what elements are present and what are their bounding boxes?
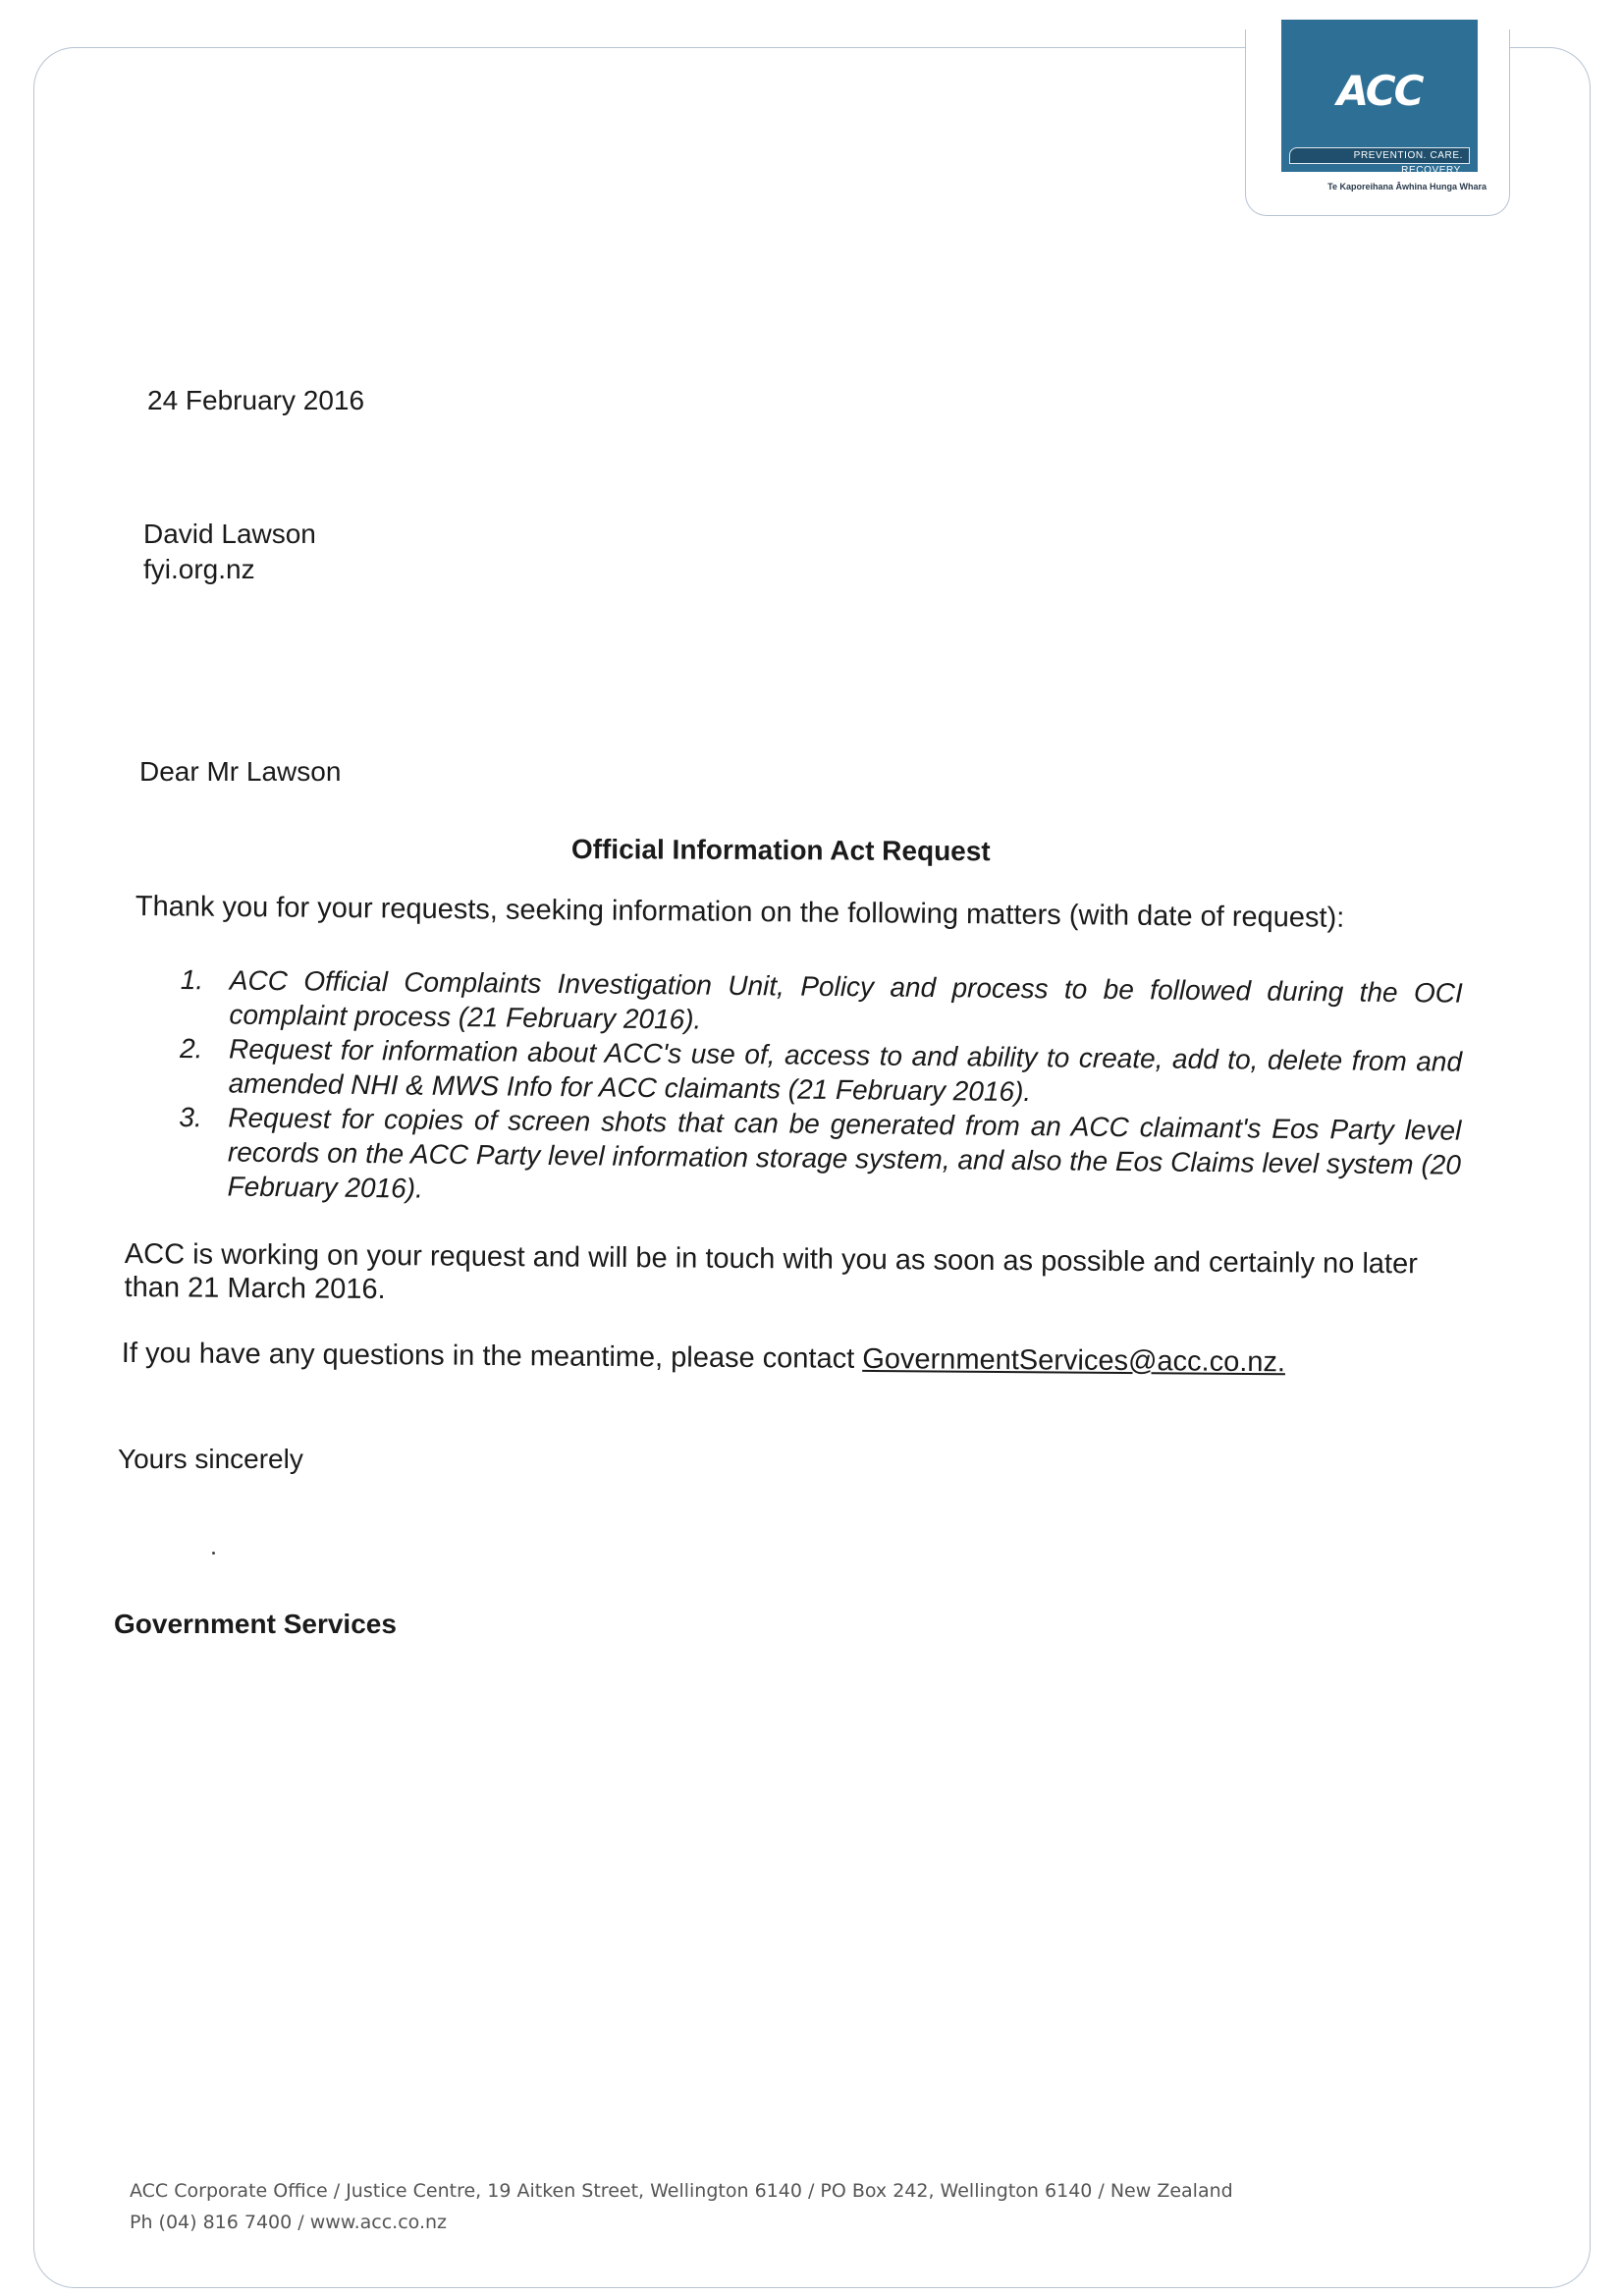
request-item: [174, 1100, 1461, 1217]
signatory: Government Services: [114, 1609, 397, 1639]
acc-logo: [1281, 20, 1478, 176]
letter-subject: Official Information Act Request: [570, 834, 991, 867]
footer-contact: Ph (04) 816 7400 / www.acc.co.nz: [130, 2212, 447, 2233]
request-text: Request for copies of screen shots that can be generated from an ACC claimant's Eos Party level records on the ACC Party level information storage system, and also the Eos Claims level system (20 February 2016).: [227, 1102, 1462, 1204]
contact-email-link[interactable]: GovernmentServices@acc.co.nz.: [862, 1342, 1286, 1379]
request-list: [174, 962, 1462, 1217]
request-text: ACC Official Complaints Investigation Unit, Policy and process to be followed during the OCI complaint process (21 February 2016).: [229, 964, 1463, 1035]
salutation: Dear Mr Lawson: [139, 756, 342, 787]
footer-address: ACC Corporate Office / Justice Centre, 19 Aitken Street, Wellington 6140 / PO Box 242, Wellington 6140 / New Zealand: [130, 2180, 1233, 2202]
recipient-name: David Lawson: [143, 519, 316, 549]
intro-paragraph: Thank you for your requests, seeking information on the following matters (with date of request):: [135, 890, 1345, 934]
signature-mark: [212, 1552, 215, 1555]
letter-date: 24 February 2016: [147, 385, 365, 415]
request-number: 1.: [180, 964, 204, 996]
closing: Yours sincerely: [118, 1444, 303, 1474]
recipient-organisation: fyi.org.nz: [143, 554, 255, 584]
request-number: 2.: [179, 1033, 203, 1065]
request-text: Request for information about ACC's use of, access to and ability to create, add to, delete from and amended NHI & MWS Info for ACC claimants (21 February 2016).: [228, 1033, 1463, 1108]
contact-prefix: If you have any questions in the meantime, please contact: [121, 1337, 863, 1375]
logo-wordmark: ACC: [1336, 67, 1423, 115]
request-number: 3.: [179, 1102, 202, 1133]
logo-tagline-bar: [1289, 147, 1470, 176]
logo-tagline: PREVENTION. CARE. RECOVERY.: [1353, 150, 1463, 176]
logo-maori-name: Te Kaporeihana Āwhina Hunga Whara: [1327, 182, 1487, 191]
status-paragraph: ACC is working on your request and will be in touch with you as soon as possible and certainly no later than 21 March 2016.: [124, 1238, 1418, 1306]
